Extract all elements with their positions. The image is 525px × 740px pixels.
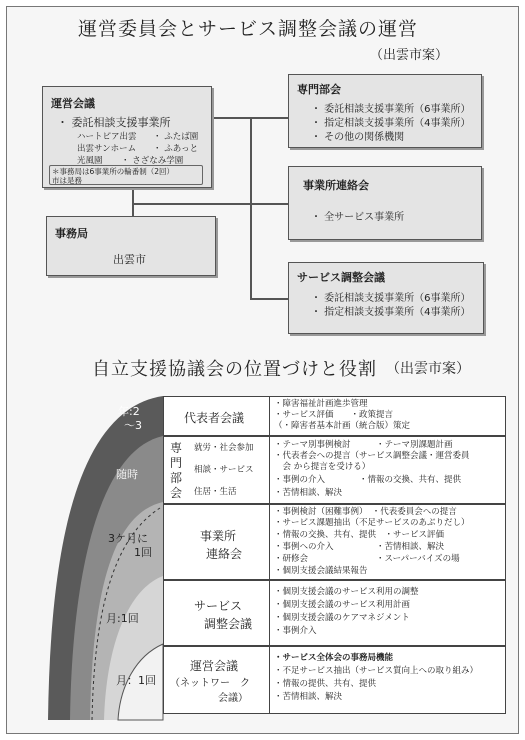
row4-line-1: ・個別支援会議のサービス利用の調整 [274, 587, 419, 597]
facility-5: 光風園 [77, 156, 103, 166]
row5-label-1: 運営会議 [190, 659, 239, 673]
service-chosei-box [288, 262, 484, 334]
top-title: 運営委員会とサービス調整会議の運営 [78, 18, 419, 40]
row-service-chosei [163, 580, 506, 646]
freq-5: 月：1回 [116, 674, 156, 687]
row2-line-1: ・テーマ別事例検討 ・テーマ別課題計画 [274, 440, 453, 450]
facility-4: ・ ふあっと [153, 144, 199, 154]
unei-heading: 運営会議 [51, 97, 95, 110]
row1-line-2: ・サービス評価 ・政策提言 [274, 410, 394, 420]
unei-note-1: ＊事務局は6事業所の輪番制（2回） [52, 167, 175, 176]
row-divider [269, 581, 270, 645]
freq-3b: 1回 [134, 546, 152, 559]
row3-line-1: ・事例検討（困難事例） ・代表委員会への提言 [274, 507, 457, 517]
row2-line-4: ・事例の介入 ・情報の交換、共有、提供 [274, 475, 462, 485]
row2-sub-1: 就労・社会参加 [194, 443, 254, 453]
senmon-bukai-box [288, 74, 482, 148]
unei-kaigi-box [42, 86, 212, 188]
freq-4: 月:1回 [106, 612, 139, 625]
row5-line-4: ・苦情相談、解決 [274, 692, 343, 702]
row5-line-2: ・不足サービス抽出（サービス質向上への取り組み） [274, 666, 479, 676]
row4-line-4: ・事例介入 [274, 626, 317, 636]
row2-char-3: 部 [170, 471, 183, 485]
row1-label: 代表者会議 [184, 411, 245, 425]
top-subtitle: （出雲市案） [370, 48, 449, 63]
freq-1a: 年:2 [118, 405, 140, 418]
row4-label-2: 調整会議 [204, 617, 253, 631]
row-daihyosha [163, 396, 506, 436]
row-senmon-bukai [163, 436, 506, 504]
row3-line-4: ・事例への介入 ・苦情相談、解決 [274, 542, 445, 552]
connector-horizontal [132, 203, 250, 205]
row1-line-1: ・障害福祉計画進歩管理 [274, 399, 368, 409]
row3-line-2: ・サービス課題抽出（不足サービスのあぶりだし） [274, 518, 470, 528]
unei-item: ・ 委託相談支援事業所 [57, 116, 171, 129]
row-divider [269, 505, 270, 579]
row2-char-4: 会 [170, 486, 183, 500]
connector-service [250, 298, 288, 300]
service-item-2: ・ 指定相談支援事業所（4事業所） [311, 307, 471, 318]
facility-6: ・ さざなみ学園 [121, 156, 184, 166]
jigyosho-heading: 事業所連絡会 [303, 179, 369, 192]
row1-line-3: （・障害者基本計画（統合版）策定 [274, 421, 411, 431]
freq-2: 随時 [116, 468, 138, 481]
row5-label-3: 会議） [218, 693, 248, 704]
row5-label-2: （ネットワー ク [170, 678, 250, 689]
bottom-subtitle: （出雲市案） [386, 361, 470, 377]
row-jigyosho-renrakukai [163, 504, 506, 580]
row5-line-1: ・サービス全体会の事務局機能 [274, 653, 394, 663]
jigyosho-renrakukai-box [288, 166, 482, 240]
facility-2: ・ ふたば園 [153, 132, 199, 142]
senmon-heading: 専門部会 [297, 83, 341, 96]
row5-line-3: ・情報の提供、共有、提供 [274, 679, 377, 689]
row4-line-3: ・個別支援会議のケアマネジメント [274, 613, 410, 623]
jigyosho-item-1: ・ 全サービス事業所 [311, 212, 405, 223]
facility-3: 出雲サンホーム [77, 144, 137, 154]
jimukyoku-heading: 事務局 [55, 227, 88, 240]
service-heading: サービス調整会議 [297, 271, 385, 284]
row3-label-1: 事業所 [200, 529, 237, 543]
row-divider [269, 397, 270, 435]
row2-line-2: ・代表者会への提言（サービス調整会議・運営委員 [274, 451, 470, 461]
unei-note-2: 市は是務 [52, 176, 82, 185]
connector-vertical [250, 117, 252, 299]
row4-label-1: サービス [194, 599, 243, 613]
service-item-1: ・ 委託相談支援事業所（6事業所） [311, 293, 471, 304]
senmon-item-1: ・ 委託相談支援事業所（6事業所） [311, 104, 471, 115]
jimukyoku-body: 出雲市 [113, 253, 146, 266]
row2-char-1: 専 [170, 441, 183, 455]
freq-1b: 〜3 [124, 419, 142, 432]
row3-line-6: ・個別支援会議結果報告 [274, 566, 368, 576]
senmon-item-3: ・ その他の関係機関 [311, 132, 405, 143]
row2-char-2: 門 [170, 456, 183, 470]
facility-1: ハートピア出雲 [77, 132, 137, 142]
row-divider [269, 647, 270, 713]
row4-line-2: ・個別支援会議のサービス利用計画 [274, 600, 411, 610]
row2-line-5: ・苦情相談、解決 [274, 488, 343, 498]
row3-line-5: ・研修会 ・スーパーバイズの場 [274, 554, 460, 564]
row2-sub-2: 相談・サービス [194, 465, 254, 475]
row-divider [269, 437, 270, 503]
row3-label-2: 連絡会 [206, 547, 243, 561]
row3-line-3: ・情報の交換、共有、提供 ・サービス評価 [274, 530, 445, 540]
jimukyoku-box [46, 216, 216, 276]
row2-line-3: 会 から提言を受ける） [274, 462, 371, 472]
row2-sub-3: 住居・生活 [194, 487, 237, 497]
connector-jigyosho [250, 203, 288, 205]
senmon-item-2: ・ 指定相談支援事業所（4事業所） [311, 118, 471, 129]
freq-3a: 3ケ月に [108, 532, 148, 545]
row-unei-kaigi [163, 646, 506, 714]
bottom-title: 自立支援協議会の位置づけと役割 [92, 359, 377, 380]
